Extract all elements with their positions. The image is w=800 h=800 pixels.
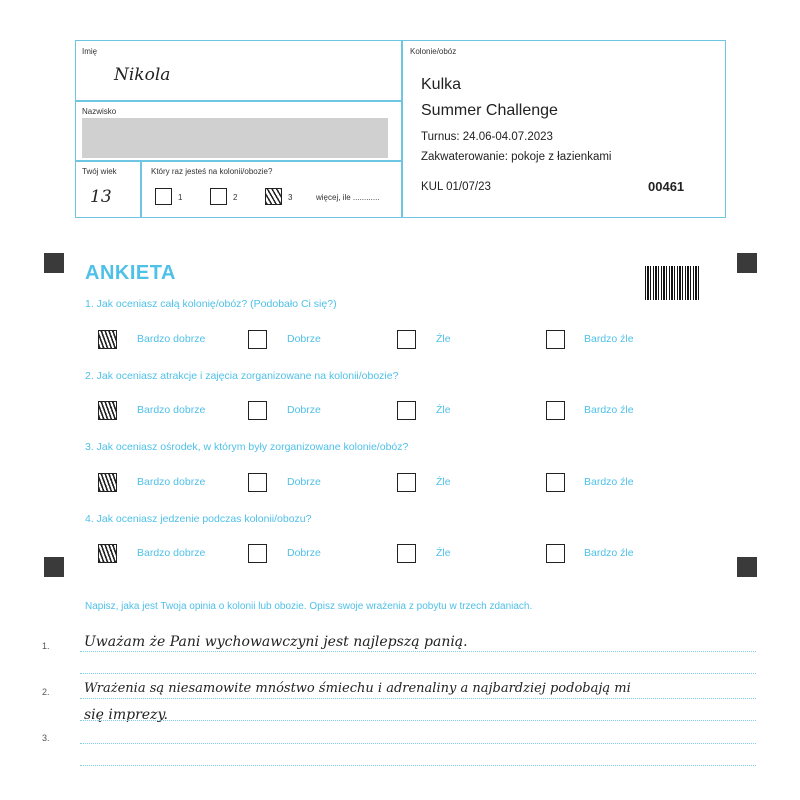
dotted-line [80, 698, 756, 699]
wiek-value[interactable]: 13 [90, 187, 112, 207]
question-4: 4. Jak oceniasz jedzenie podczas kolonii/obozu? [85, 513, 312, 525]
ktory-raz-checkbox-3[interactable] [265, 188, 282, 205]
registration-mark [737, 253, 757, 273]
ktory-raz-option-1: 1 [178, 193, 183, 202]
dotted-line [80, 743, 756, 744]
barcode [645, 266, 700, 300]
q4-bardzo-zle-checkbox[interactable] [546, 544, 565, 563]
option-label: Bardzo źle [584, 333, 634, 345]
divider [76, 160, 401, 162]
q1-bardzo-dobrze-checkbox[interactable] [98, 330, 117, 349]
dotted-line [80, 651, 756, 652]
option-label: Źle [436, 547, 451, 559]
option-label: Dobrze [287, 333, 321, 345]
ktory-raz-option-2: 2 [233, 193, 238, 202]
imie-label: Imię [82, 47, 98, 56]
question-2: 2. Jak oceniasz atrakcje i zajęcia zorganizowane na kolonii/obozie? [85, 370, 399, 382]
dotted-line [80, 765, 756, 766]
option-label: Źle [436, 476, 451, 488]
option-label: Bardzo dobrze [137, 333, 206, 345]
q3-zle-checkbox[interactable] [397, 473, 416, 492]
option-label: Dobrze [287, 547, 321, 559]
ktory-raz-option-more: więcej, ile ............ [316, 193, 380, 202]
question-4-options [0, 544, 800, 566]
option-label: Bardzo źle [584, 476, 634, 488]
option-label: Źle [436, 404, 451, 416]
survey-title: ANKIETA [85, 262, 176, 284]
imie-value[interactable]: Nikola [114, 65, 171, 85]
q4-bardzo-dobrze-checkbox[interactable] [98, 544, 117, 563]
registration-mark [44, 253, 64, 273]
kolonie-label: Kolonie/obóz [410, 47, 457, 56]
opinion-instruction: Napisz, jaka jest Twoja opinia o kolonii lub obozie. Opisz swoje wrażenia z pobytu w trzech zdaniach. [85, 601, 533, 612]
q4-zle-checkbox[interactable] [397, 544, 416, 563]
question-2-options [0, 401, 800, 423]
ktory-raz-label: Który raz jesteś na kolonii/obozie? [151, 167, 273, 176]
wiek-label: Twój wiek [82, 167, 117, 176]
q4-dobrze-checkbox[interactable] [248, 544, 267, 563]
ktory-raz-checkbox-1[interactable] [155, 188, 172, 205]
q3-bardzo-zle-checkbox[interactable] [546, 473, 565, 492]
dotted-line [80, 720, 756, 721]
line-number-2: 2. [42, 687, 50, 697]
answer-line-2[interactable]: Wrażenia są niesamowite mnóstwo śmiechu i adrenaliny a najbardziej podobają mi [84, 681, 631, 696]
question-1: 1. Jak oceniasz całą kolonię/obóz? (Podobało Ci się?) [85, 298, 337, 310]
line-number-3: 3. [42, 733, 50, 743]
question-3: 3. Jak oceniasz ośrodek, w którym były zorganizowane kolonie/obóz? [85, 441, 409, 453]
q2-dobrze-checkbox[interactable] [248, 401, 267, 420]
ktory-raz-option-3: 3 [288, 193, 293, 202]
option-label: Dobrze [287, 404, 321, 416]
divider [76, 100, 401, 102]
camp-name: Kulka [421, 76, 462, 93]
q3-bardzo-dobrze-checkbox[interactable] [98, 473, 117, 492]
form-number: 00461 [648, 179, 685, 194]
option-label: Bardzo dobrze [137, 404, 206, 416]
option-label: Dobrze [287, 476, 321, 488]
q1-bardzo-zle-checkbox[interactable] [546, 330, 565, 349]
option-label: Bardzo dobrze [137, 547, 206, 559]
q2-bardzo-zle-checkbox[interactable] [546, 401, 565, 420]
question-1-options [0, 330, 800, 352]
question-3-options [0, 473, 800, 495]
divider [140, 160, 142, 217]
turnus: Turnus: 24.06-04.07.2023 [421, 131, 553, 143]
option-label: Bardzo dobrze [137, 476, 206, 488]
answer-line-1[interactable]: Uważam że Pani wychowawczyni jest najlepszą panią. [84, 634, 468, 650]
header-box [75, 40, 726, 218]
dotted-line [80, 673, 756, 674]
option-label: Bardzo źle [584, 404, 634, 416]
ktory-raz-checkbox-2[interactable] [210, 188, 227, 205]
answer-line-2b[interactable]: się imprezy. [84, 707, 168, 723]
option-label: Źle [436, 333, 451, 345]
option-label: Bardzo źle [584, 547, 634, 559]
q1-dobrze-checkbox[interactable] [248, 330, 267, 349]
camp-program: Summer Challenge [421, 102, 558, 119]
q2-zle-checkbox[interactable] [397, 401, 416, 420]
q3-dobrze-checkbox[interactable] [248, 473, 267, 492]
q2-bardzo-dobrze-checkbox[interactable] [98, 401, 117, 420]
header-divider [401, 41, 403, 217]
line-number-1: 1. [42, 641, 50, 651]
zakwaterowanie: Zakwaterowanie: pokoje z łazienkami [421, 151, 612, 163]
nazwisko-redacted [82, 118, 388, 158]
q1-zle-checkbox[interactable] [397, 330, 416, 349]
camp-code: KUL 01/07/23 [421, 181, 491, 193]
nazwisko-label: Nazwisko [82, 107, 117, 116]
